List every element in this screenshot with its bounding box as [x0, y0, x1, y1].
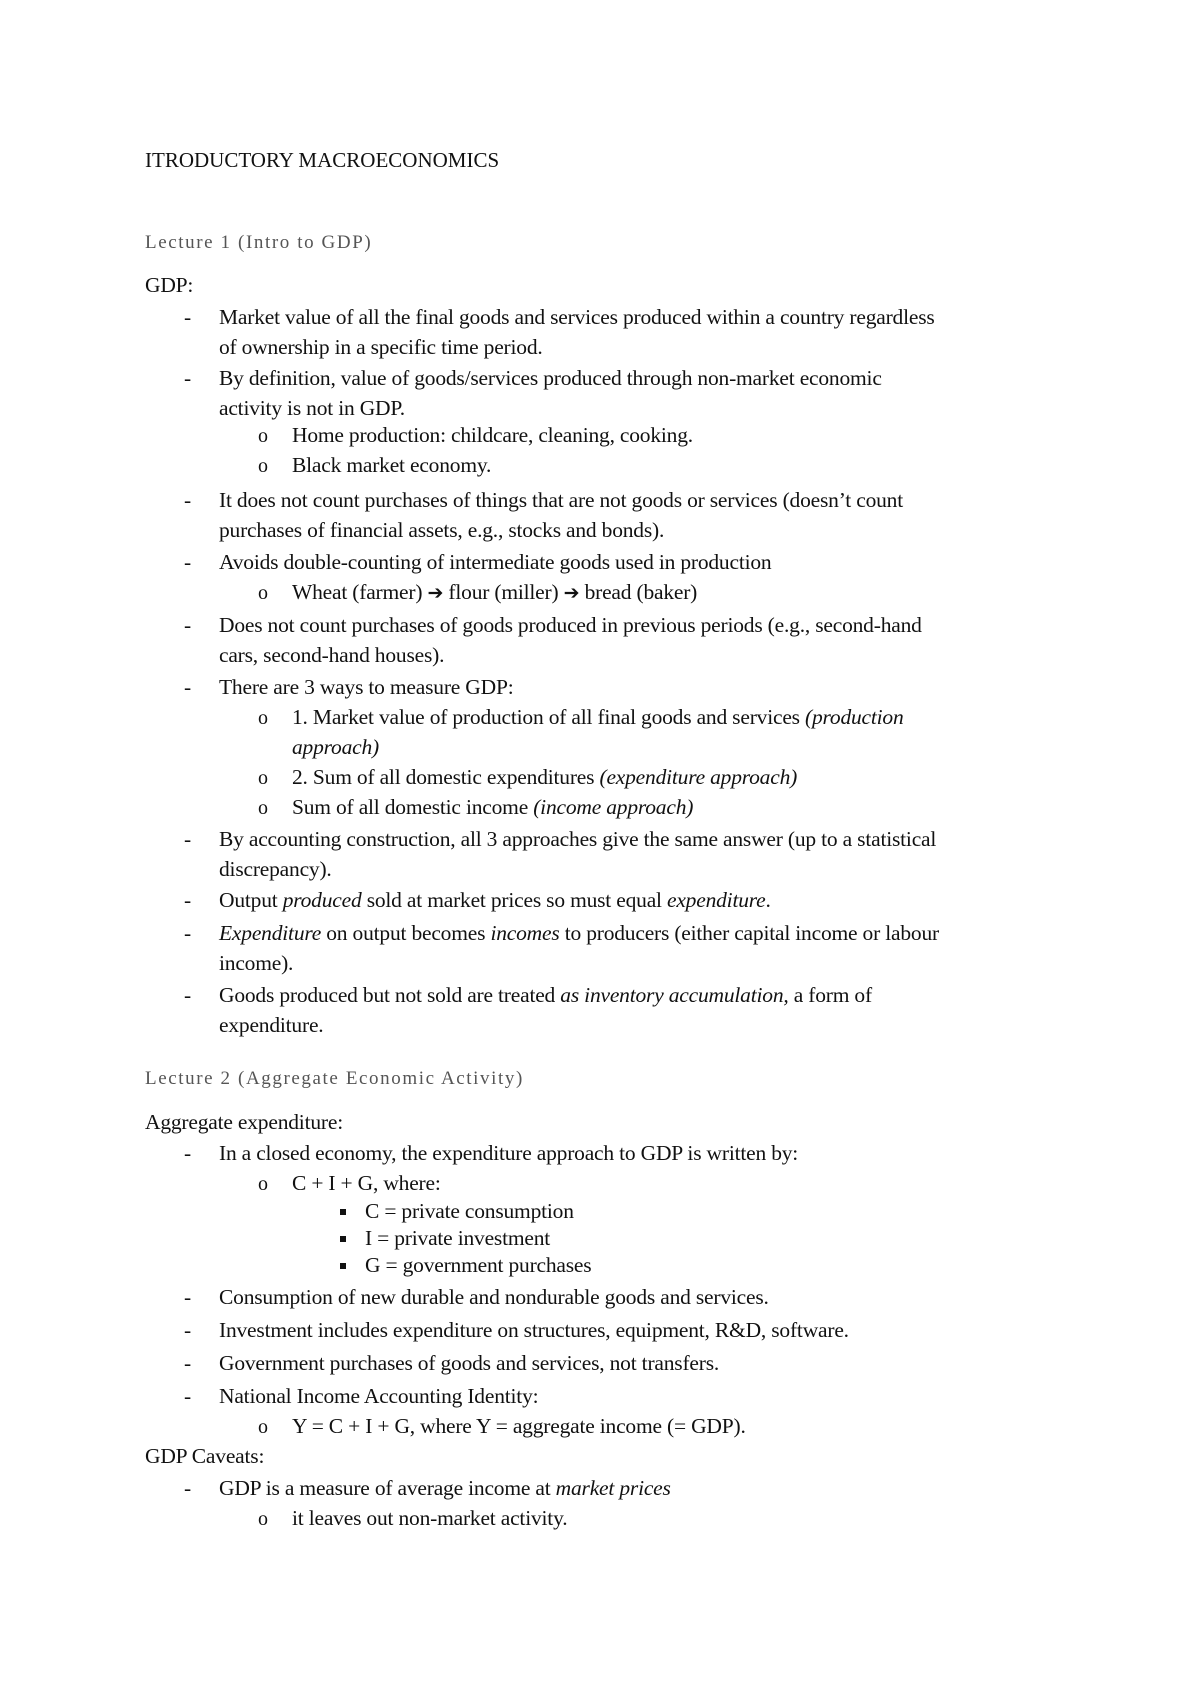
sub-list-item: Wheat (farmer) ➔ flour (miller) ➔ bread (baker) — [292, 580, 698, 604]
sub-bullet-marker: o — [258, 707, 268, 729]
sub-bullet-marker: o — [258, 1508, 268, 1530]
gdp-label: GDP: — [145, 273, 194, 297]
bullet-dash: - — [184, 305, 192, 329]
sub-bullet-marker: o — [258, 1173, 268, 1195]
list-item-continuation: activity is not in GDP. — [219, 396, 405, 420]
sub-list-item: C + I + G, where: — [292, 1171, 441, 1195]
square-bullet-icon — [340, 1236, 346, 1242]
sub-list-item: Black market economy. — [292, 453, 492, 477]
bullet-dash: - — [184, 921, 192, 945]
list-item: Government purchases of goods and services, not transfers. — [219, 1351, 720, 1375]
list-item: Market value of all the final goods and services produced within a country regardless — [219, 305, 935, 329]
sub-list-item: it leaves out non-market activity. — [292, 1506, 568, 1530]
arrow-right-icon: ➔ — [427, 582, 444, 604]
bullet-dash: - — [184, 488, 192, 512]
sub-bullet-marker: o — [258, 455, 268, 477]
bullet-dash: - — [184, 1384, 192, 1408]
bullet-dash: - — [184, 366, 192, 390]
list-item-continuation: purchases of financial assets, e.g., stocks and bonds). — [219, 518, 665, 542]
list-item: In a closed economy, the expenditure approach to GDP is written by: — [219, 1141, 799, 1165]
list-item: By definition, value of goods/services produced through non-market economic — [219, 366, 882, 390]
sub-list-item: 1. Market value of production of all final goods and services (production — [292, 705, 904, 729]
document-title: ITRODUCTORY MACROECONOMICS — [145, 148, 500, 172]
arrow-right-icon: ➔ — [563, 582, 580, 604]
sub-list-item-continuation: approach) — [292, 735, 379, 759]
sub-sub-list-item: C = private consumption — [365, 1199, 574, 1223]
list-item: Consumption of new durable and nondurable goods and services. — [219, 1285, 769, 1309]
sub-bullet-marker: o — [258, 1416, 268, 1438]
bullet-dash: - — [184, 983, 192, 1007]
list-item-continuation: cars, second-hand houses). — [219, 643, 445, 667]
list-item: Avoids double-counting of intermediate goods used in production — [219, 550, 772, 574]
sub-bullet-marker: o — [258, 425, 268, 447]
sub-bullet-marker: o — [258, 797, 268, 819]
list-item: Investment includes expenditure on structures, equipment, R&D, software. — [219, 1318, 849, 1342]
sub-list-item: Y = C + I + G, where Y = aggregate income (= GDP). — [292, 1414, 746, 1438]
list-item: GDP is a measure of average income at market prices — [219, 1476, 671, 1500]
bullet-dash: - — [184, 827, 192, 851]
list-item-continuation: of ownership in a specific time period. — [219, 335, 543, 359]
list-item-continuation: expenditure. — [219, 1013, 324, 1037]
bullet-dash: - — [184, 613, 192, 637]
lecture-1-heading: Lecture 1 (Intro to GDP) — [145, 232, 373, 253]
list-item-continuation: discrepancy). — [219, 857, 332, 881]
list-item: Does not count purchases of goods produced in previous periods (e.g., second-hand — [219, 613, 922, 637]
sub-list-item: Sum of all domestic income (income approach) — [292, 795, 694, 819]
list-item-continuation: income). — [219, 951, 294, 975]
list-item: It does not count purchases of things that are not goods or services (doesn’t count — [219, 488, 903, 512]
bullet-dash: - — [184, 675, 192, 699]
bullet-dash: - — [184, 550, 192, 574]
sub-sub-list-item: G = government purchases — [365, 1253, 592, 1277]
bullet-dash: - — [184, 888, 192, 912]
sub-sub-list-item: I = private investment — [365, 1226, 551, 1250]
list-item: National Income Accounting Identity: — [219, 1384, 539, 1408]
square-bullet-icon — [340, 1263, 346, 1269]
aggregate-expenditure-label: Aggregate expenditure: — [145, 1110, 343, 1134]
bullet-dash: - — [184, 1141, 192, 1165]
sub-bullet-marker: o — [258, 582, 268, 604]
list-item: By accounting construction, all 3 approaches give the same answer (up to a statistical — [219, 827, 937, 851]
list-item: There are 3 ways to measure GDP: — [219, 675, 514, 699]
bullet-dash: - — [184, 1476, 192, 1500]
list-item: Output produced sold at market prices so must equal expenditure. — [219, 888, 771, 912]
square-bullet-icon — [340, 1209, 346, 1215]
list-item: Expenditure on output becomes incomes to producers (either capital income or labour — [219, 921, 939, 945]
sub-list-item: 2. Sum of all domestic expenditures (expenditure approach) — [292, 765, 798, 789]
gdp-caveats-label: GDP Caveats: — [145, 1444, 265, 1468]
lecture-2-heading: Lecture 2 (Aggregate Economic Activity) — [145, 1068, 524, 1089]
list-item: Goods produced but not sold are treated as inventory accumulation, a form of — [219, 983, 872, 1007]
bullet-dash: - — [184, 1351, 192, 1375]
sub-list-item: Home production: childcare, cleaning, cooking. — [292, 423, 693, 447]
sub-bullet-marker: o — [258, 767, 268, 789]
bullet-dash: - — [184, 1318, 192, 1342]
bullet-dash: - — [184, 1285, 192, 1309]
